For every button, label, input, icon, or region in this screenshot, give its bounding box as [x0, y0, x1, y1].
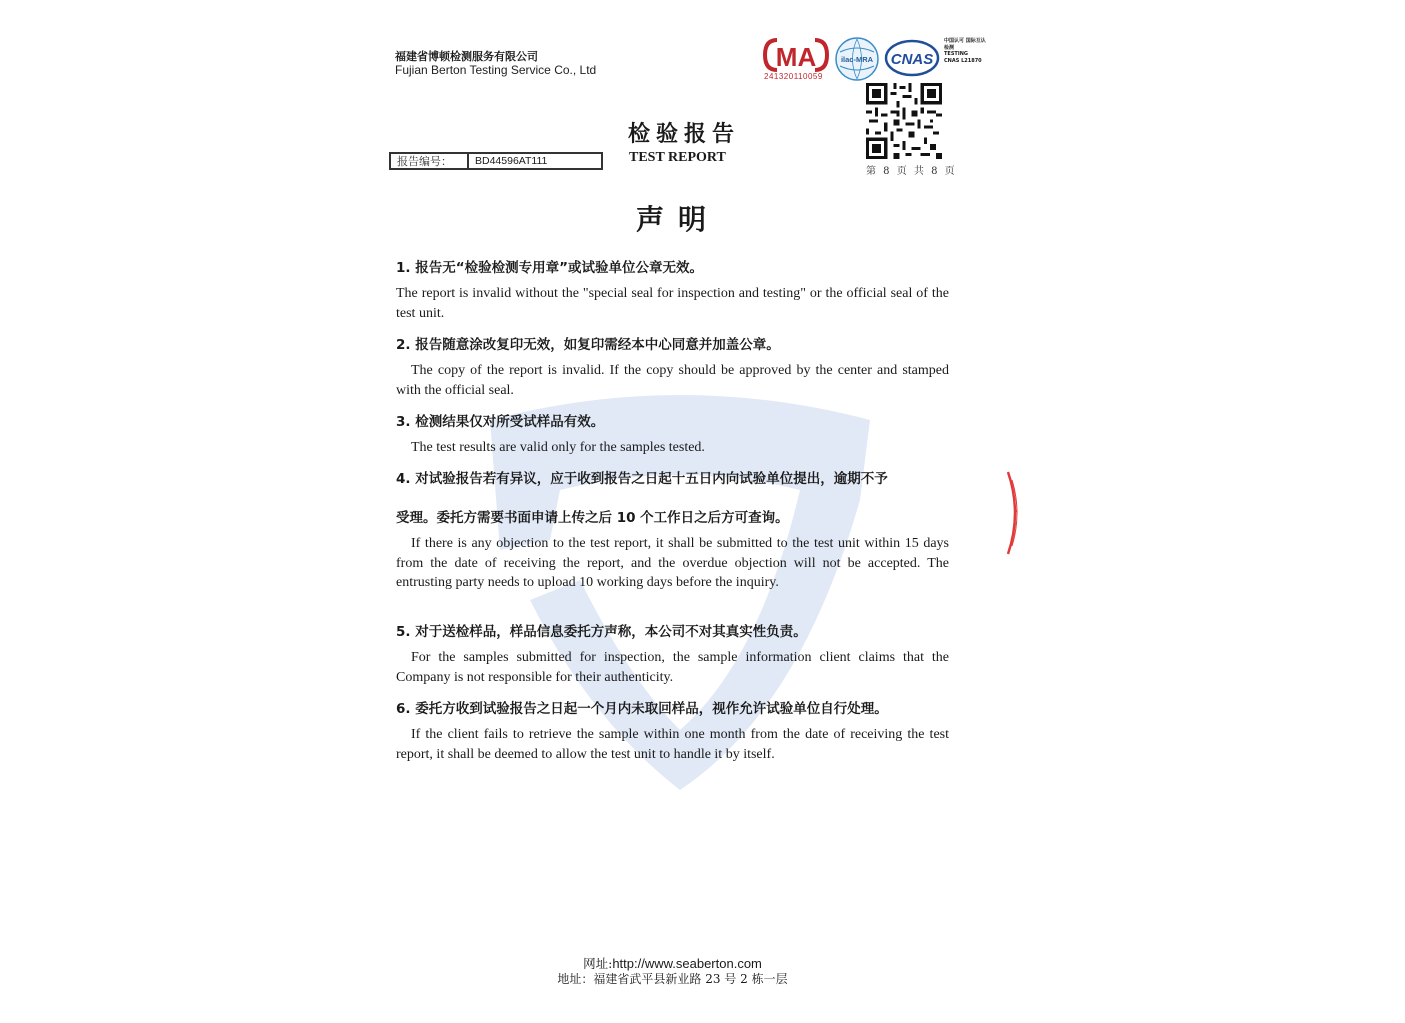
- report-number-value: BD44596AT111: [475, 155, 548, 167]
- report-number-label: 报告编号：: [391, 154, 469, 168]
- footer-address: 地址：福建省武平县新业路 23 号 2 栋一层: [557, 972, 788, 986]
- cnas-logo-icon: [884, 38, 940, 78]
- declaration-item-4-cn-cont: 受理。委托方需要书面申请上传之后 10 个工作日之后方可查询。: [396, 510, 789, 526]
- cma-number: 241320110059: [764, 72, 823, 81]
- declaration-item-5-cn: 5. 对于送检样品，样品信息委托方声称，本公司不对其真实性负责。: [396, 624, 807, 640]
- declaration-item-2-cn: 2. 报告随意涂改复印无效，如复印需经本中心同意并加盖公章。: [396, 337, 780, 353]
- declaration-item-6-cn: 6. 委托方收到试验报告之日起一个月内未取回样品，视作允许试验单位自行处理。: [396, 701, 888, 717]
- qr-code-icon: [866, 83, 942, 159]
- company-name-english: Fujian Berton Testing Service Co., Ltd: [395, 63, 597, 77]
- declaration-title: 声明: [636, 203, 721, 236]
- cnas-side-number: CNAS L21870: [944, 57, 982, 64]
- declaration-item-3-cn: 3. 检测结果仅对所受试样品有效。: [396, 414, 605, 430]
- report-number-box: [389, 152, 603, 170]
- footer-website-label: 网址:: [583, 956, 613, 971]
- ilac-logo-text: ilac-MRA: [840, 55, 874, 64]
- declaration-item-4-cn: 4. 对试验报告若有异议，应于收到报告之日起十五日内向试验单位提出，逾期不予: [396, 471, 888, 487]
- report-title-chinese: 检验报告: [628, 122, 741, 147]
- declaration-item-3-en: The test results are valid only for the samples tested.: [411, 440, 705, 455]
- declaration-item-2-en: The copy of the report is invalid. If the copy should be approved by the center and stamped with the official seal.: [396, 363, 949, 398]
- page-indicator: 第 8 页 共 8 页: [866, 166, 957, 177]
- official-seal-fragment: [1000, 468, 1030, 558]
- declaration-item-1-en: The report is invalid without the "special seal for inspection and testing" or the official seal of the test unit.: [396, 286, 949, 321]
- report-title-english: TEST REPORT: [629, 150, 726, 165]
- footer-website-url[interactable]: http://www.seaberton.com: [612, 956, 762, 971]
- declaration-item-1-cn: 1. 报告无“检验检测专用章”或试验单位公章无效。: [396, 260, 703, 276]
- cnas-side-chinese: 中国认可 国际互认 检测: [944, 38, 986, 51]
- cnas-side-testing: TESTING: [944, 51, 968, 57]
- cnas-logo-text: CNAS: [890, 51, 934, 68]
- declaration-item-6-en: If the client fails to retrieve the sample within one month from the date of receiving the test report, it shall be deemed to allow the test unit to handle it by itself.: [396, 727, 949, 762]
- declaration-item-5-en: For the samples submitted for inspection, the sample information client claims that the Company is not responsible for their authenticity.: [396, 650, 949, 685]
- declaration-item-4-en: If there is any objection to the test report, it shall be submitted to the test unit within 15 days from the date of receiving the report, and the overdue objection will not be accepted. The entrusting party needs to upload 10 working days before the inquiry.: [396, 536, 949, 590]
- cma-logo-text: MA: [775, 42, 817, 72]
- company-name-chinese: 福建省博顿检测服务有限公司: [395, 50, 538, 63]
- cnas-accreditation-text: [944, 38, 988, 64]
- ilac-mra-logo-icon: [834, 36, 880, 82]
